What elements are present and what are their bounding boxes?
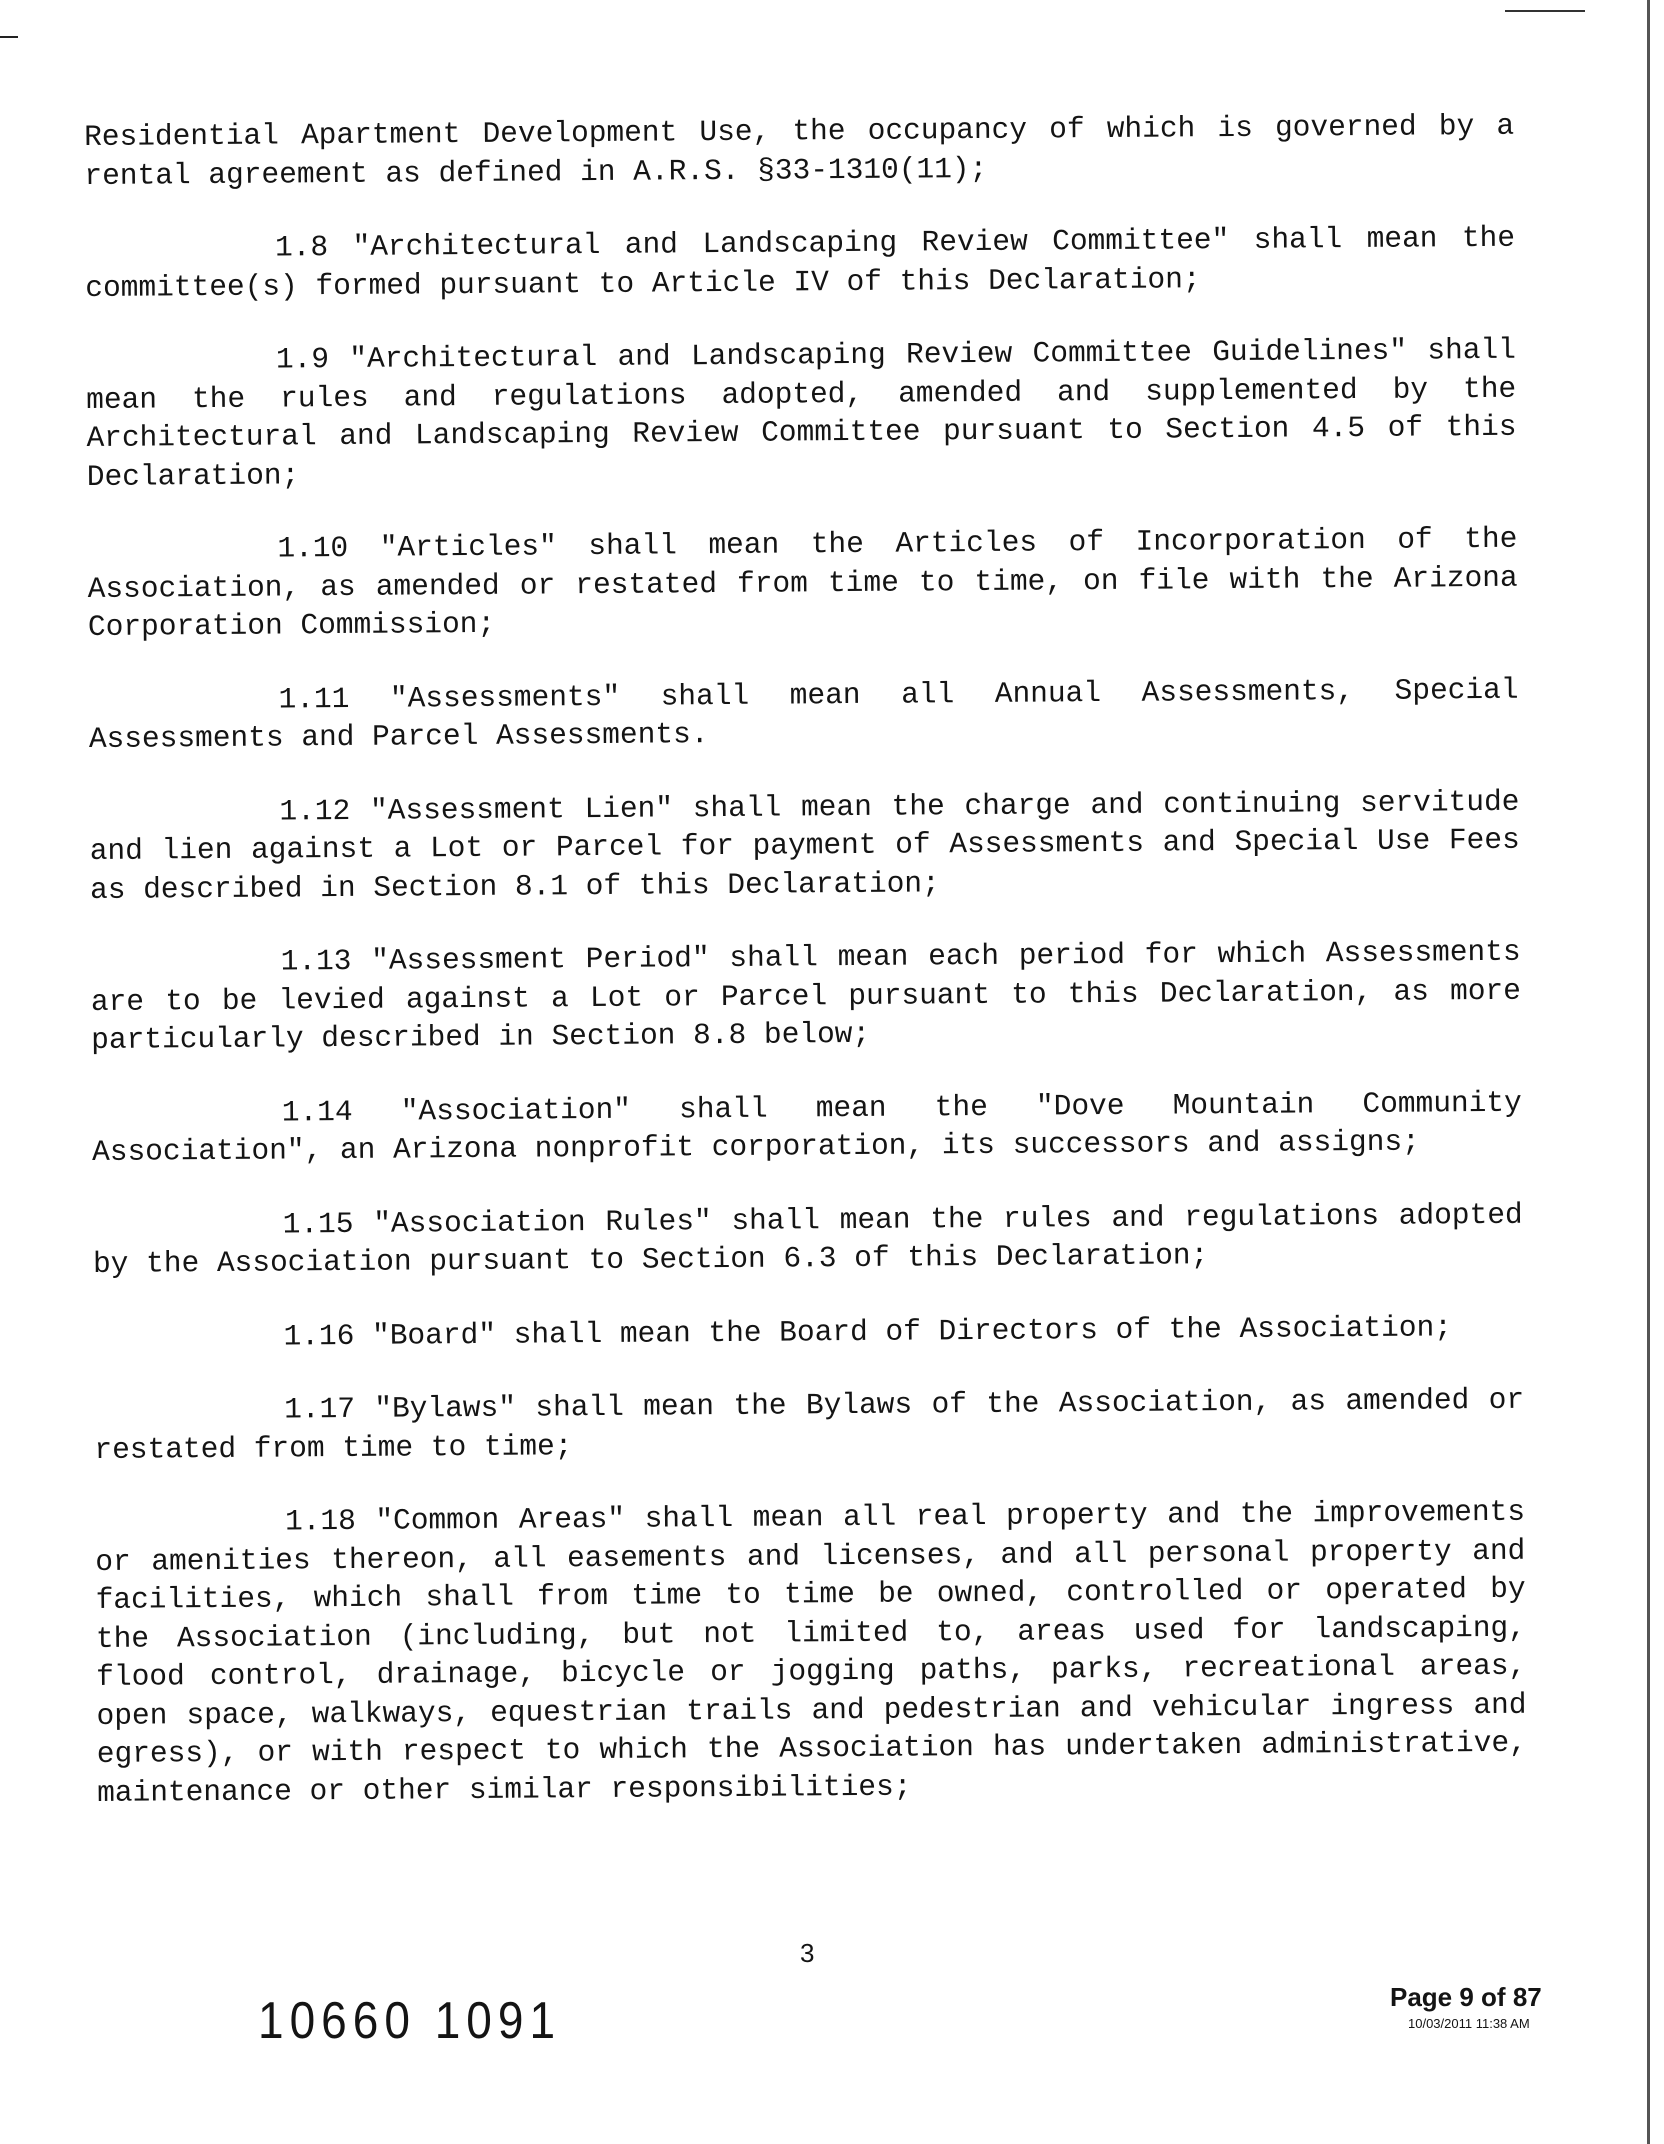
page-number: 3 (800, 1938, 815, 1968)
scan-mark (0, 36, 18, 38)
definition-1-10: 1.10 "Articles" shall mean the Articles of Incorporation of the Association, as amended or restated from time to time, on file with the Arizona Corporation Commission; (87, 521, 1518, 644)
page-timestamp: 10/03/2011 11:38 AM (1408, 2016, 1530, 2031)
definition-1-15: 1.15 "Association Rules" shall mean the rules and regulations adopted by the Association pursuant to Section 6.3 of this Declaration; (92, 1197, 1523, 1281)
page-count: Page 9 of 87 (1390, 1982, 1542, 2012)
document-body (84, 107, 1528, 1847)
definition-1-17: 1.17 "Bylaws" shall mean the Bylaws of the Association, as amended or restated from time to time; (94, 1382, 1525, 1467)
definition-1-8: 1.8 "Architectural and Landscaping Review Committee" shall mean the committee(s) formed pursuant to Article IV of this Declaration; (85, 220, 1516, 305)
definition-1-13: 1.13 "Assessment Period" shall mean each period for which Assessments are to be levied against a Lot or Parcel pursuant to this Declaration, as more particularly described in Section 8.8 below; (90, 934, 1522, 1057)
definition-1-12: 1.12 "Assessment Lien" shall mean the charge and continuing servitude and lien against a Lot or Parcel for payment of Assessments and Special Use Fees as described in Section 8.1 of this Declaration; (89, 784, 1520, 907)
definition-1-14: 1.14 "Association" shall mean the "Dove Mountain Community Association", an Arizona nonprofit corporation, its successors and assigns; (91, 1085, 1522, 1169)
recording-number: 10660 1091 (258, 1991, 562, 2050)
definition-1-16: 1.16 "Board" shall mean the Board of Directors of the Association; (283, 1309, 1453, 1353)
paragraph-continuation: Residential Apartment Development Use, the occupancy of which is governed by a rental agreement as defined in A.R.S. §33-1310(11); (84, 108, 1515, 193)
scan-edge (1647, 0, 1650, 2144)
scan-mark (1505, 10, 1585, 12)
definition-1-18: 1.18 "Common Areas" shall mean all real property and the improvements or amenities thereon, all easements and licenses, and all personal property and facilities, which shall from time to time be owned, controlled or operated by the Association (including, but not limited to, areas used for landscaping, flood control, drainage, bicycle or jogging paths, parks, recreational areas, open space, walkways, equestrian trails and pedestrian and vehicular ingress and egress), or with respect to which the Association has undertaken administrative, maintenance or other similar responsibilities; (95, 1494, 1527, 1810)
definition-1-11: 1.11 "Assessments" shall mean all Annual Assessments, Special Assessments and Parcel Assessments. (88, 672, 1519, 756)
definition-1-9: 1.9 "Architectural and Landscaping Review Committee Guidelines" shall mean the rules and regulations adopted, amended and supplemented by the Architectural and Landscaping Review Committee pursuant to Section 4.5 of this Declaration; (86, 332, 1517, 494)
